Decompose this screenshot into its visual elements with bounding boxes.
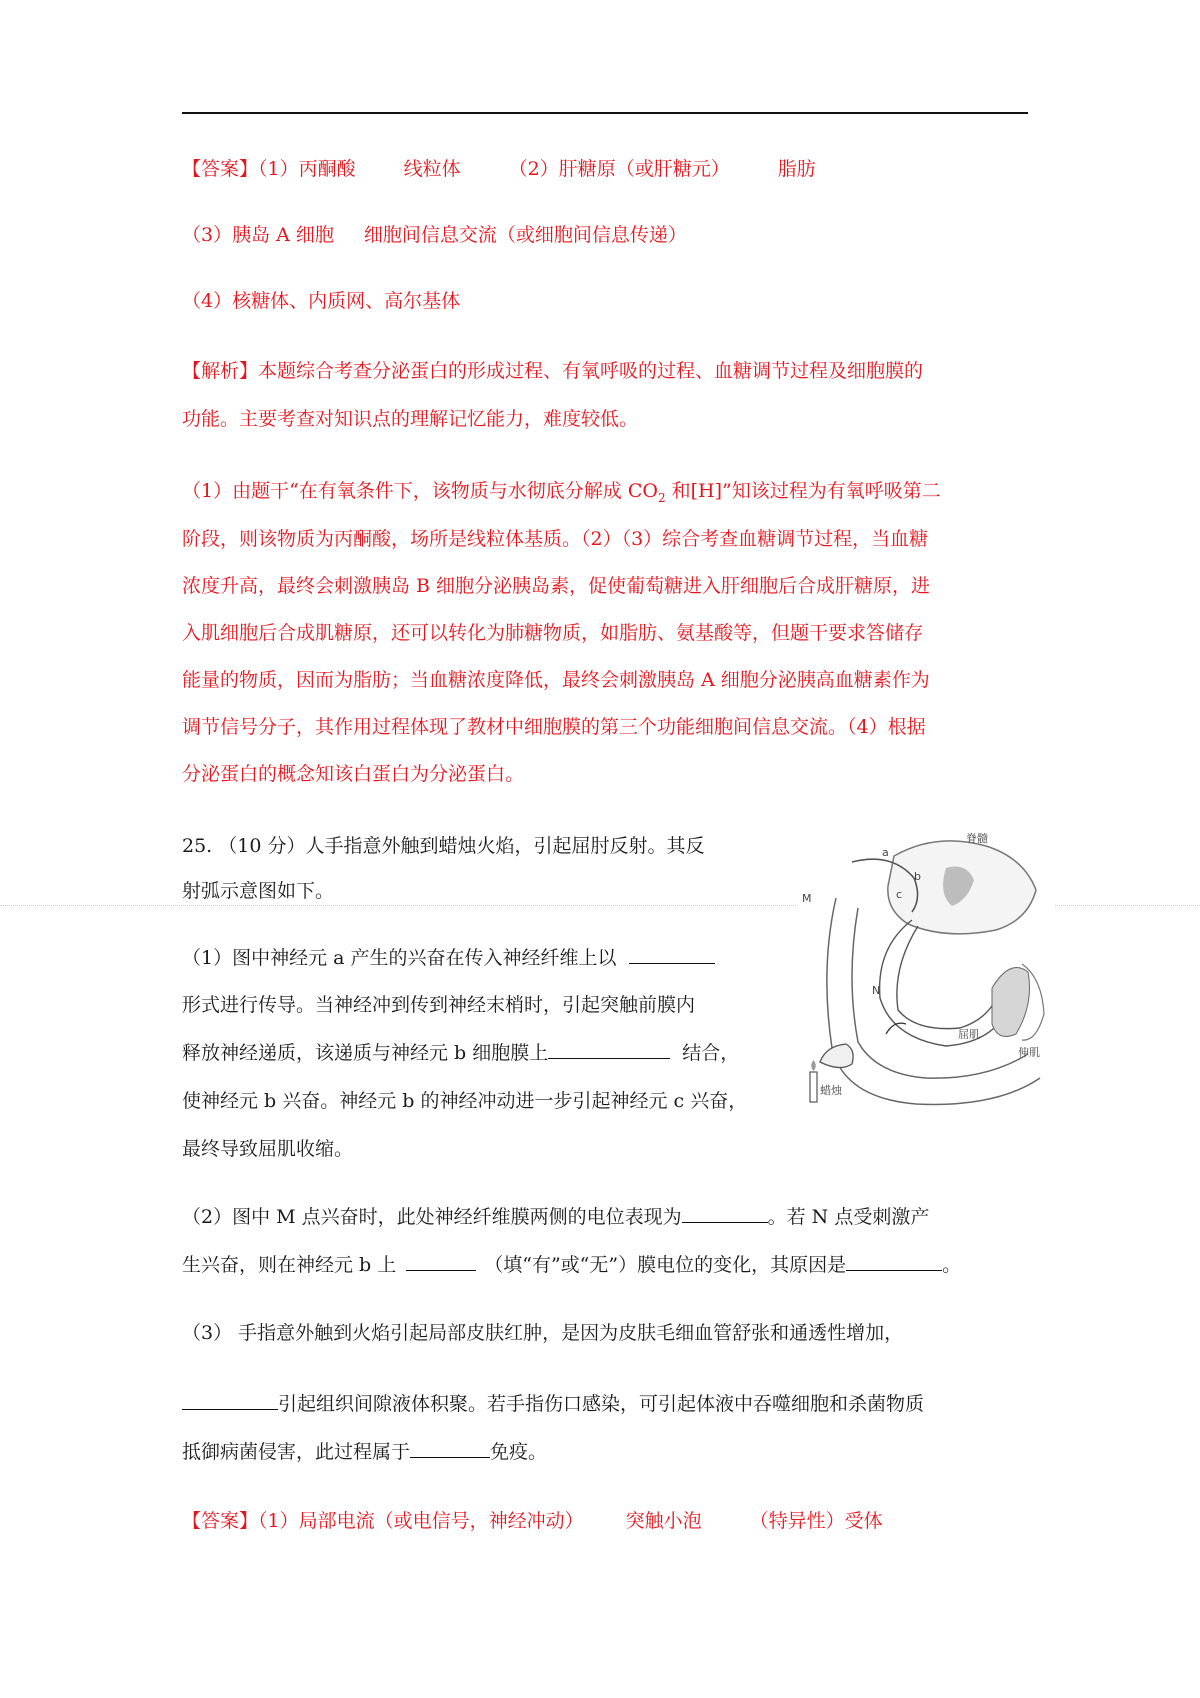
label-extensor: 伸肌 [1018, 1046, 1040, 1059]
label-N: N [872, 984, 881, 997]
answer-line-1: 【答案】（1）丙酮酸 线粒体 （2）肝糖原（或肝糖元） 脂肪 [182, 158, 816, 180]
candle-shape [810, 1072, 817, 1102]
question-line-1: 25. （10 分）人手指意外触到蜡烛火焰，引起屈肘反射。其反 [182, 835, 705, 857]
label-b: b [914, 870, 921, 883]
analysis-line-5: 浓度升高，最终会刺激胰岛 B 细胞分泌胰岛素，促使葡萄糖进入肝细胞后合成肝糖原，进 [182, 575, 931, 597]
answer-blank-7[interactable] [410, 1439, 490, 1458]
q2-line-1: （2）图中 M 点兴奋时，此处神经纤维膜两侧的电位表现为 。若 N 点受刺激产 [182, 1206, 930, 1228]
q1-line-3: 释放神经递质，该递质与神经元 b 细胞膜上 结合， [182, 1042, 740, 1064]
answer-blank-4[interactable] [406, 1252, 476, 1271]
answer-line-3: （4）核糖体、内质网、高尔基体 [182, 290, 461, 312]
q3-line-3: 抵御病菌侵害，此过程属于 免疫。 [182, 1441, 548, 1463]
analysis-line-8: 调节信号分子，其作用过程体现了教材中细胞膜的第三个功能细胞间信息交流。（4）根据 [182, 716, 926, 738]
question-line-2: 射弧示意图如下。 [182, 880, 335, 902]
analysis-line-4: 阶段，则该物质为丙酮酸，场所是线粒体基质。（2）（3）综合考查血糖调节过程，当血糖 [182, 528, 929, 550]
q1-line-4: 使神经元 b 兴奋。神经元 b 的神经冲动进一步引起神经元 c 兴奋， [182, 1090, 748, 1112]
reflex-arc-figure [796, 828, 1054, 1118]
label-a: a [882, 846, 889, 859]
label-c: c [896, 888, 903, 901]
label-candle: 蜡烛 [820, 1084, 842, 1097]
header-rule [182, 112, 1028, 114]
answer-tag: 【答案】 [182, 1510, 259, 1532]
answer-line-2: （3）胰岛 A 细胞 细胞间信息交流（或细胞间信息传递） [182, 224, 687, 246]
analysis-tag: 【解析】 [182, 360, 259, 382]
analysis-line-6: 入肌细胞后合成肌糖原，还可以转化为肺糖物质，如脂肪、氨基酸等，但题干要求答储存 [182, 622, 924, 644]
answer-blank-2[interactable] [548, 1040, 670, 1059]
analysis-line-2: 功能。主要考查对知识点的理解记忆能力，难度较低。 [182, 408, 639, 430]
q1-line-5: 最终导致屈肌收缩。 [182, 1138, 354, 1160]
q1-line-1: （1）图中神经元 a 产生的兴奋在传入神经纤维上以 [182, 945, 715, 971]
analysis-line-3: （1）由题干“在有氧条件下，该物质与水彻底分解成 $CO_2$ 和[H]”知该过程为有氧呼吸第二 [182, 480, 941, 505]
answer-blank-5[interactable] [846, 1252, 942, 1271]
analysis-line-9: 分泌蛋白的概念知该白蛋白为分泌蛋白。 [182, 763, 525, 785]
q3-line-2: 引起组织间隙液体积聚。若手指伤口感染，可引起体液中吞噬细胞和杀菌物质 [182, 1391, 924, 1417]
answer-blank-3[interactable] [682, 1204, 768, 1223]
q2-line-2: 生兴奋，则在神经元 b 上 （填“有”或“无”）膜电位的变化，其原因是 。 [182, 1254, 962, 1276]
answer2-line-1: 【答案】（1）局部电流（或电信号，神经冲动） 突触小泡 （特异性）受体 [182, 1510, 883, 1532]
q1-line-2: 形式进行传导。当神经冲到传到神经末梢时，引起突触前膜内 [182, 994, 696, 1016]
answer-blank-1[interactable] [629, 945, 715, 964]
analysis-line-7: 能量的物质，因而为脂肪；当血糖浓度降低，最终会刺激胰岛 A 细胞分泌胰高血糖素作为 [182, 669, 930, 691]
label-M: M [802, 892, 812, 905]
label-spinal-cord: 脊髓 [966, 832, 988, 845]
analysis-line-1: 【解析】本题综合考查分泌蛋白的形成过程、有氧呼吸的过程、血糖调节过程及细胞膜的 [182, 360, 924, 382]
q3-line-1: （3） 手指意外触到火焰引起局部皮肤红肿，是因为皮肤毛细血管舒张和通透性增加， [182, 1322, 904, 1344]
reflex-arc-diagram [796, 828, 1054, 1118]
answer-blank-6[interactable] [182, 1391, 278, 1410]
answer-tag: 【答案】 [182, 158, 259, 180]
label-flexor: 屈肌 [958, 1028, 980, 1041]
